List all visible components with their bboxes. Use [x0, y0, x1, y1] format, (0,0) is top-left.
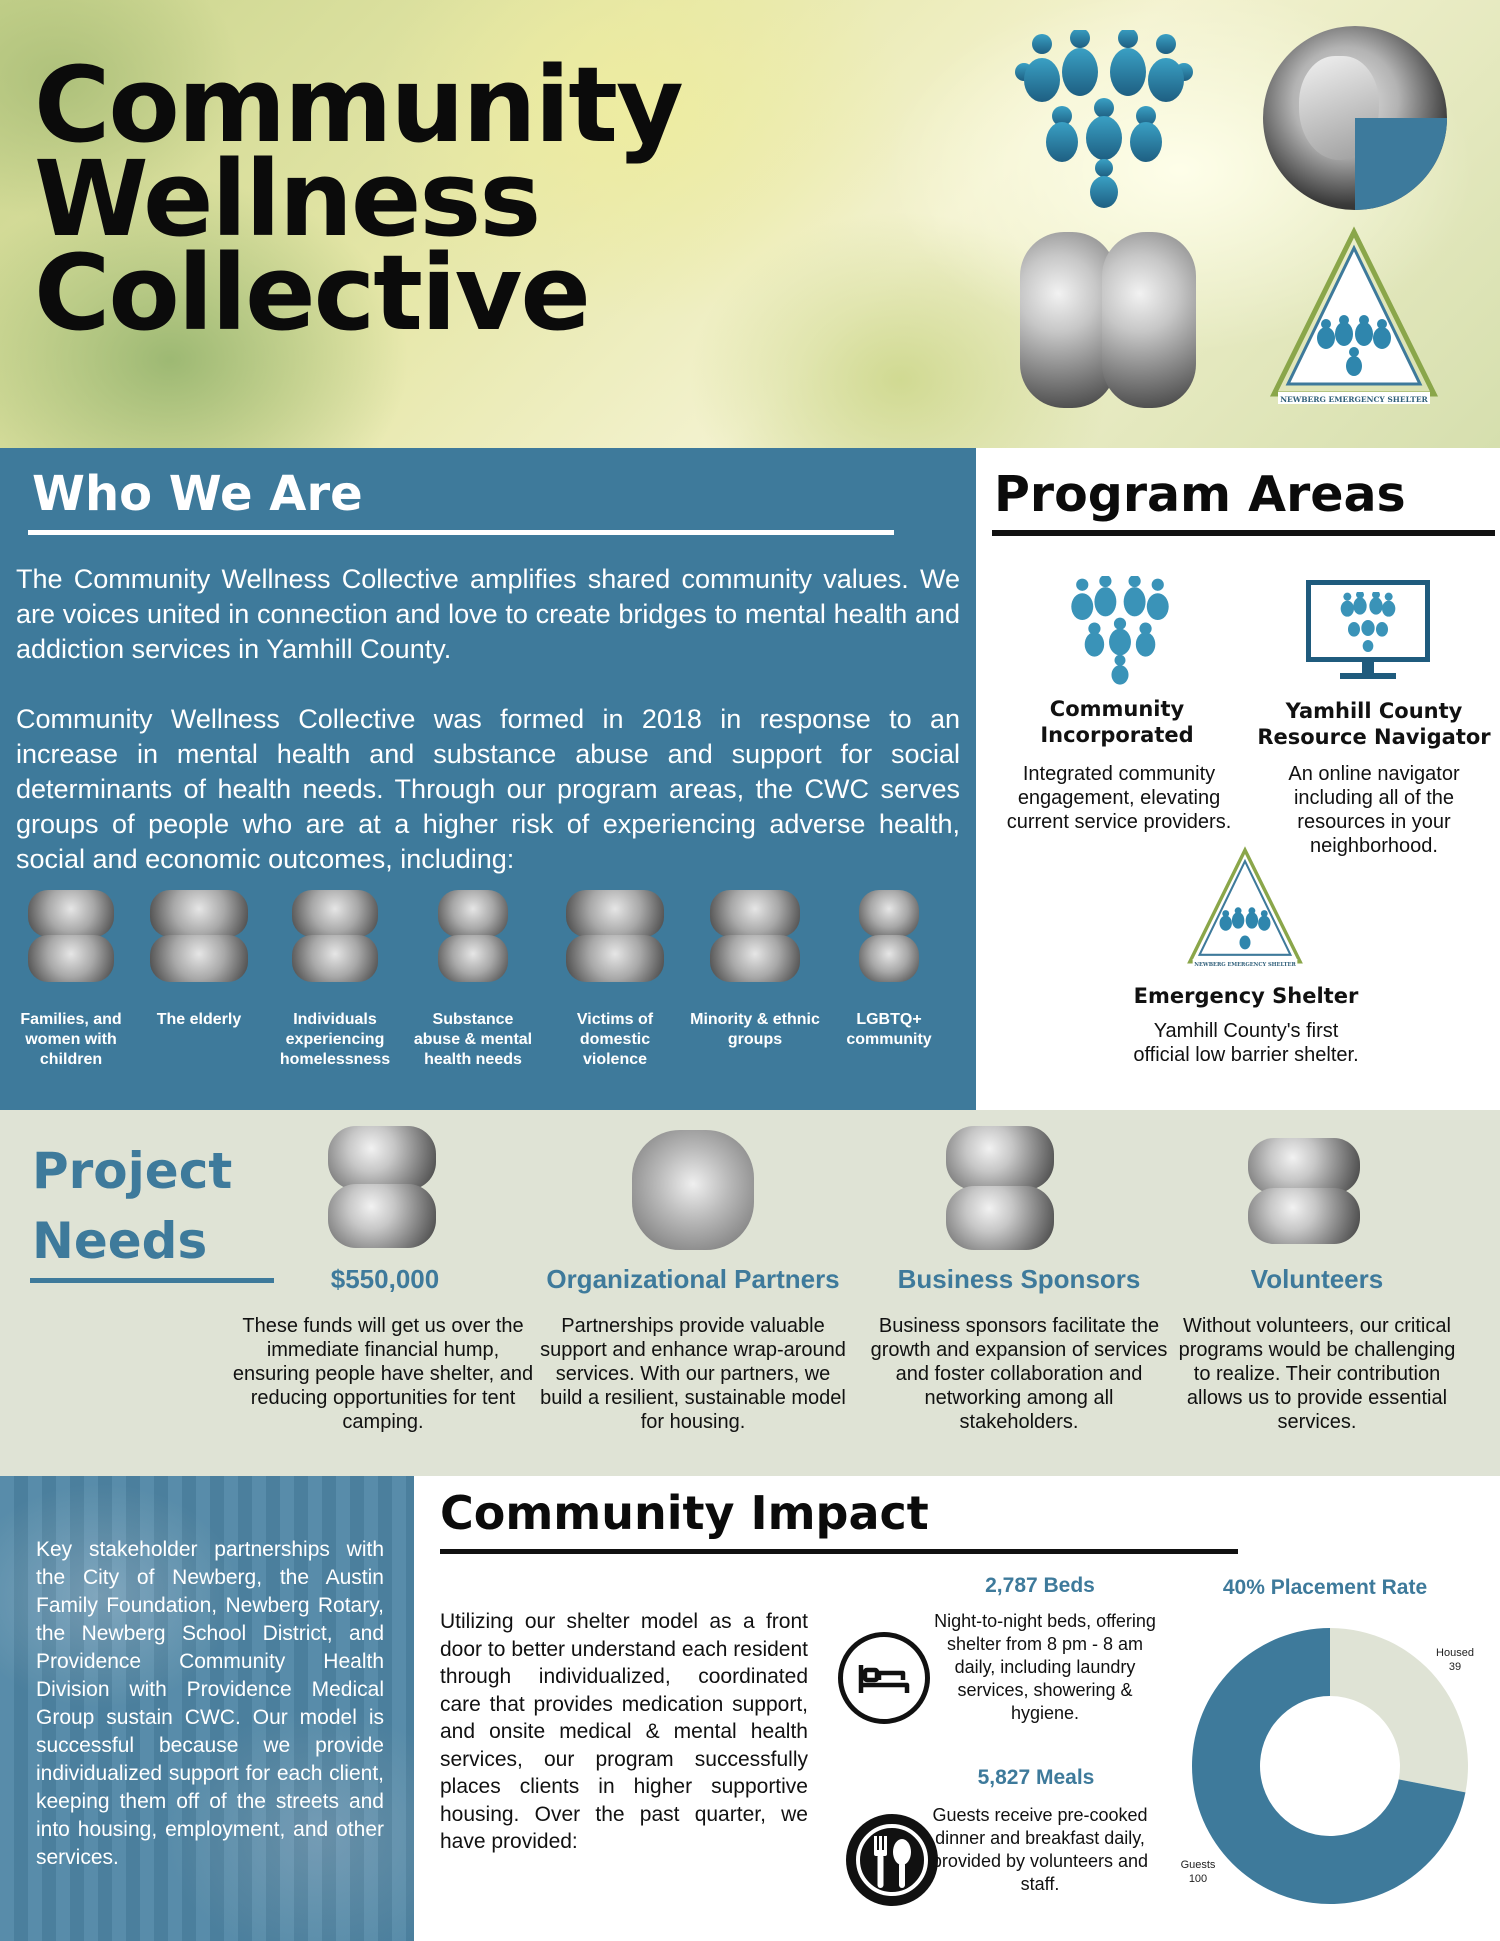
utensils-icon	[846, 1814, 938, 1906]
needs-title-line-1: Project	[32, 1142, 233, 1200]
heading-rule	[440, 1549, 1238, 1554]
cwc-people-logo	[1012, 30, 1196, 210]
project-needs-section	[0, 1110, 1500, 1476]
emergency-shelter-logo	[1184, 846, 1306, 970]
group-label: LGBTQ+ community	[846, 1011, 932, 1048]
impact-text: Utilizing our shelter model as a front door to better understand each resident through individualized, coordinated care that provides medication support, and onsite medical & mental health services, our program successfully places clients in higher supportive housing. Over the past quarter, we have provided:	[440, 1610, 808, 1853]
program-name-resource-navigator: Yamhill County Resource Navigator	[1257, 699, 1491, 749]
group-label: Families, and women with children	[20, 1011, 122, 1068]
at-risk-groups	[0, 890, 976, 1110]
domestic-violence-photo	[566, 890, 664, 982]
title-line-1: Community	[34, 44, 682, 166]
group-label: The elderly	[156, 1011, 242, 1028]
group-label: Individuals experiencing homelessness	[279, 1011, 391, 1068]
bed-icon	[838, 1632, 930, 1724]
hands-together-photo	[632, 1130, 754, 1250]
title-line-2: Wellness	[34, 138, 540, 260]
slice-label-guests-name: Guests	[1180, 1859, 1216, 1871]
program-desc-emergency-shelter: Yamhill County's first official low barrier shelter.	[1133, 1020, 1359, 1066]
project-needs-heading	[32, 1136, 232, 1276]
who-we-are-heading: Who We Are	[32, 466, 363, 522]
page-title	[34, 44, 754, 354]
who-paragraph-1: The Community Wellness Collective amplifies shared community values. We are voices united in connection and love to create bridges to mental health and addiction services in Yamhill County.	[16, 564, 960, 664]
need-desc-sponsors: Business sponsors facilitate the growth and expansion of services and foster collaboration and networking among all stakeholders.	[870, 1315, 1168, 1433]
stat-heading-meals: 5,827 Meals	[977, 1766, 1095, 1789]
need-desc-volunteers: Without volunteers, our critical programs would be challenging to realize. Their contribution allows us to provide essential services.	[1178, 1315, 1456, 1433]
shelter-logo-text: NEWBERG EMERGENCY SHELTER	[1280, 395, 1428, 404]
money-jar-photo	[328, 1126, 436, 1248]
group-substance-abuse	[408, 890, 538, 1070]
who-paragraph-2: Community Wellness Collective was formed in 2018 in response to an increase in mental health and substance abuse and support for social determinants of health needs. Through our program areas, the CWC serves groups of people who are at a higher risk of experiencing adverse health, social and economic outcomes, including:	[16, 704, 960, 874]
placement-donut-chart	[1180, 1616, 1480, 1916]
group-label: Minority & ethnic groups	[690, 1011, 820, 1048]
elderly-photo	[150, 890, 248, 982]
title-line-3: Collective	[34, 232, 589, 354]
program-name-community-incorporated: Community Incorporated	[1040, 697, 1194, 747]
resource-navigator-monitor-icon	[1306, 580, 1430, 682]
who-we-are-section	[0, 448, 976, 1110]
business-sponsor-photo	[946, 1126, 1054, 1250]
slice-label-housed-value: 39	[1448, 1661, 1462, 1673]
substance-abuse-photo	[438, 890, 508, 982]
volunteer-photo	[1248, 1138, 1360, 1244]
need-heading-partners: Organizational Partners	[546, 1264, 840, 1294]
stat-heading-beds: 2,787 Beds	[985, 1574, 1095, 1597]
heading-rule	[28, 530, 894, 535]
need-desc-funds: These funds will get us over the immediate financial hump, ensuring people have shelter, and reducing opportunities for tent camping.	[232, 1315, 534, 1433]
group-label: Victims of domestic violence	[576, 1011, 654, 1068]
program-areas-heading: Program Areas	[994, 466, 1406, 523]
stat-desc-meals: Guests receive pre-cooked dinner and breakfast daily, provided by volunteers and staff.	[931, 1805, 1149, 1894]
baby-portrait-photo	[1020, 232, 1196, 408]
woman-portrait-photo	[1263, 26, 1447, 210]
homelessness-photo	[292, 890, 378, 982]
need-heading-sponsors: Business Sponsors	[897, 1264, 1141, 1294]
slice-label-guests-value: 100	[1188, 1873, 1208, 1885]
chart-title: 40% Placement Rate	[1222, 1576, 1428, 1599]
program-desc-resource-navigator: An online navigator including all of the resources in your neighborhood.	[1288, 763, 1460, 857]
slice-label-housed-name: Housed	[1436, 1647, 1474, 1659]
header-banner	[0, 0, 1500, 448]
newberg-emergency-shelter-logo	[1268, 226, 1440, 406]
program-name-emergency-shelter: Emergency Shelter	[1133, 984, 1359, 1008]
community-impact-heading: Community Impact	[440, 1486, 929, 1540]
slice-label-housed	[1434, 1646, 1476, 1674]
need-heading-volunteers: Volunteers	[1250, 1264, 1384, 1294]
stakeholder-text: Key stakeholder partnerships with the City of Newberg, the Austin Family Foundation, Newberg Rotary, the Newberg School District, and Providence Community Health Division with Providence Medical Group sustain CWC. Our model is successful because we provide individualized support for each client, keeping them off of the streets and into housing, employment, and other services.	[36, 1538, 384, 1869]
group-homelessness	[270, 890, 400, 1070]
group-elderly	[134, 890, 264, 1030]
program-desc-community-incorporated: Integrated community engagement, elevating current service providers.	[1006, 763, 1232, 833]
need-desc-partners: Partnerships provide valuable support and enhance wrap-around services. With our partners, we build a resilient, sustainable model for housing.	[540, 1315, 846, 1433]
need-heading-funds: $550,000	[330, 1264, 440, 1294]
slice-label-guests	[1180, 1858, 1216, 1886]
shelter-logo-text: NEWBERG EMERGENCY SHELTER	[1194, 961, 1296, 968]
group-domestic-violence	[550, 890, 680, 1070]
heading-rule	[30, 1278, 274, 1283]
stat-desc-beds: Night-to-night beds, offering shelter from 8 pm - 8 am daily, including laundry services, showering & hygiene.	[934, 1611, 1156, 1723]
community-incorporated-logo	[1064, 576, 1176, 686]
group-label: Substance abuse & mental health needs	[413, 1011, 533, 1068]
group-lgbtq	[824, 890, 954, 1050]
heading-rule	[992, 530, 1495, 536]
group-minority	[690, 890, 820, 1050]
group-families	[6, 890, 136, 1070]
families-photo	[28, 890, 114, 982]
lgbtq-photo	[859, 890, 919, 982]
needs-title-line-2: Needs	[32, 1212, 208, 1270]
stakeholder-panel	[0, 1476, 414, 1941]
minority-photo	[710, 890, 800, 982]
